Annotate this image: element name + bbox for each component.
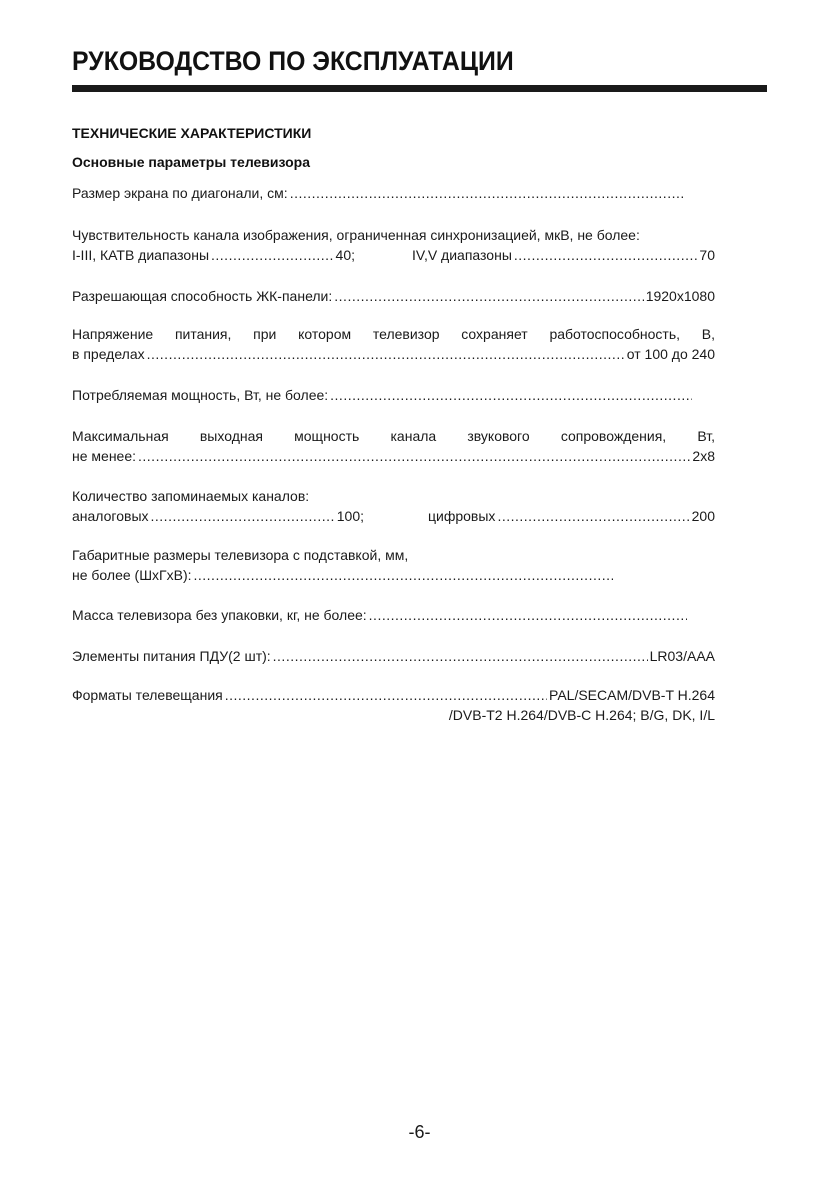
dot-leader [273, 647, 648, 665]
spec-label: Масса телевизора без упаковки, кг, не более: [72, 607, 367, 623]
spec-label: не менее: [72, 448, 137, 464]
spec-value: 40; [335, 247, 355, 263]
spec-label: аналоговых [72, 508, 149, 524]
dot-leader [225, 686, 547, 704]
spec-label: Элементы питания ПДУ(2 шт): [72, 648, 271, 664]
spec-value: PAL/SECAM/DVB-T H.264 [549, 687, 715, 703]
page-number: -6- [408, 1122, 431, 1142]
spec-label: цифровых [428, 508, 496, 524]
spec-channels-analog [72, 507, 364, 525]
spec-value: 70 [699, 247, 715, 263]
spec-label: Форматы телевещания [72, 687, 223, 703]
spec-broadcast-continued: /DVB-T2 H.264/DVB-C H.264; B/G, DK, I/L [448, 707, 715, 723]
spec-dimensions [72, 566, 615, 584]
spec-sensitivity-band1 [72, 246, 355, 264]
dot-leader [151, 507, 335, 525]
page-title: РУКОВОДСТВО ПО ЭКСПЛУАТАЦИИ [72, 46, 514, 76]
spec-screen-size [72, 184, 686, 202]
spec-label: I-III, КАТВ диапазоны [72, 247, 210, 263]
spec-value: 1920x1080 [645, 288, 715, 304]
spec-label: Максимальная выходная мощность канала звукового сопровождения, Вт, [72, 428, 715, 444]
dot-leader [514, 246, 698, 264]
spec-sensitivity-label: Чувствительность канала изображения, ограниченная синхронизацией, мкВ, не более: [72, 227, 640, 243]
spec-value: 2x8 [692, 448, 715, 464]
spec-label: не более (ШхГхВ): [72, 567, 192, 583]
spec-channels-digital [428, 507, 715, 525]
dot-leader [211, 246, 334, 264]
section-heading: ТЕХНИЧЕСКИЕ ХАРАКТЕРИСТИКИ [72, 125, 312, 141]
spec-value: 100; [336, 508, 364, 524]
spec-label: Разрешающая способность ЖК-панели: [72, 288, 333, 304]
spec-audio-label [72, 427, 715, 445]
spec-audio [72, 447, 715, 465]
spec-label: Потребляемая мощность, Вт, не более: [72, 387, 329, 403]
dot-leader [497, 507, 689, 525]
dot-leader [369, 606, 687, 624]
spec-dimensions-label: Габаритные размеры телевизора с подставкой, мм, [72, 547, 409, 563]
spec-sensitivity-band2 [412, 246, 715, 264]
subsection-heading: Основные параметры телевизора [72, 154, 311, 170]
spec-value: 200 [691, 508, 715, 524]
spec-label: в пределах [72, 346, 145, 362]
spec-label: IV,V диапазоны [412, 247, 512, 263]
spec-power [72, 386, 694, 404]
dot-leader [290, 184, 684, 202]
title-rule [72, 85, 767, 92]
spec-label: Напряжение питания, при котором телевизор сохраняет работоспособность, В, [72, 326, 715, 342]
dot-leader [334, 287, 643, 305]
spec-label: Размер экрана по диагонали, см: [72, 185, 288, 201]
spec-broadcast [72, 686, 715, 704]
dot-leader [194, 566, 614, 584]
dot-leader [138, 447, 690, 465]
spec-value: LR03/AAA [649, 648, 715, 664]
spec-resolution [72, 287, 715, 305]
spec-voltage [72, 345, 715, 363]
spec-mass [72, 606, 689, 624]
spec-batteries [72, 647, 715, 665]
dot-leader [330, 386, 692, 404]
dot-leader [147, 345, 625, 363]
spec-channels-label: Количество запоминаемых каналов: [72, 488, 310, 504]
spec-value: от 100 до 240 [626, 346, 715, 362]
spec-voltage-label [72, 325, 715, 343]
